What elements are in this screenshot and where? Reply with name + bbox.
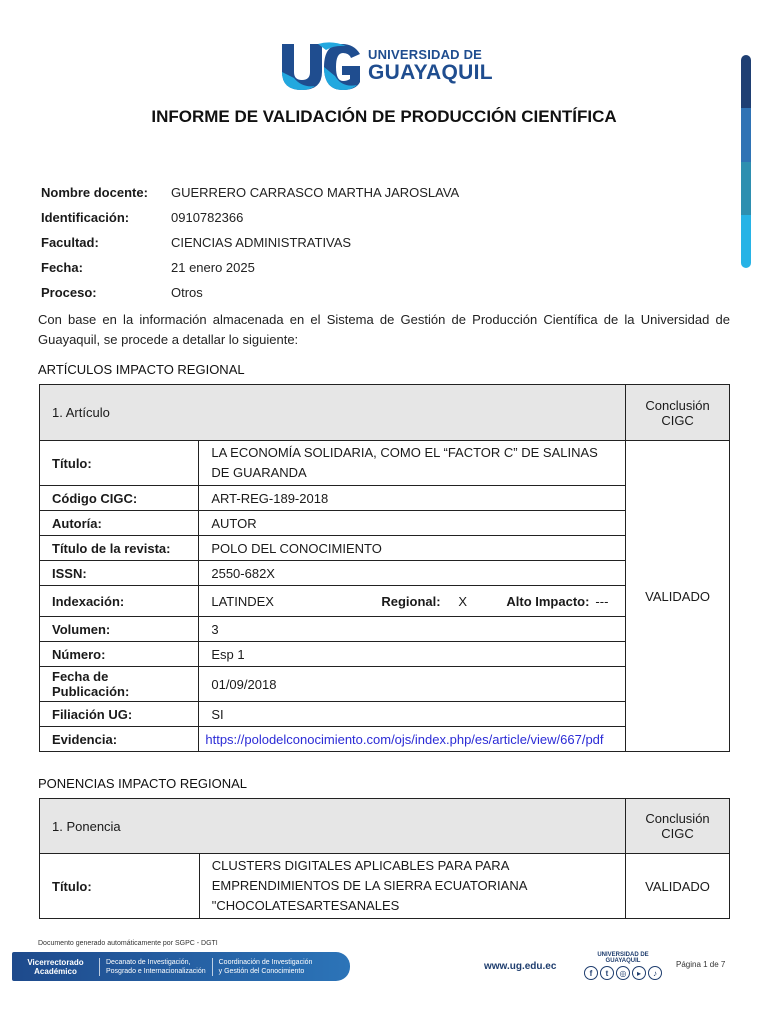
regional-value: X [458,593,468,609]
ponencia-conclusion: VALIDADO [626,854,730,919]
conclusion-header-line-1: Conclusión [645,811,710,826]
footer-banner-decanato [100,958,213,976]
row-label: Título de la revista: [40,536,199,561]
footer-banner-text: Académico [34,966,77,976]
article-header: 1. Artículo [40,385,626,441]
evidence-cell [199,727,626,752]
regional-label: Regional: [381,593,441,609]
row-value: 01/09/2018 [199,667,626,702]
footer-banner-text: Vicerrectorado [27,957,84,967]
conclusion-header-line-2: CIGC [661,826,694,841]
row-label: Código CIGC: [40,486,199,511]
side-color-strip [741,55,751,268]
ponencias-section-title: PONENCIAS IMPACTO REGIONAL [38,776,248,791]
info-value: CIENCIAS ADMINISTRATIVAS [171,235,352,250]
articles-section-title: ARTÍCULOS IMPACTO REGIONAL [38,362,245,377]
row-label: Indexación: [40,586,199,617]
alto-impacto-value: --- [595,593,609,609]
logo-line-2: GUAYAQUIL [368,61,493,84]
indexacion-cell [199,586,626,617]
footer-banner-coordinacion [213,958,319,976]
alto-impacto-label: Alto Impacto: [506,593,590,609]
strip-segment-1 [741,55,751,108]
footer-banner-text: Decanato de Investigación, [106,958,191,966]
article-title-value: LA ECONOMÍA SOLIDARIA, COMO EL “FACTOR C” DE SALINAS DE GUARANDA [199,441,626,486]
articles-table [39,384,730,752]
info-label: Proceso: [41,285,97,300]
articles-header-row [40,385,730,441]
table-row [40,441,730,486]
youtube-icon[interactable]: ▸ [632,966,646,980]
university-logo [280,42,495,92]
row-label: Filiación UG: [40,702,199,727]
logo-line-1: UNIVERSIDAD DE [368,47,483,62]
evidence-link[interactable]: https://polodelconocimiento.com/ojs/index.php/es/article/view/667/pdf [205,731,604,747]
article-conclusion: VALIDADO [626,441,730,752]
row-label: Fecha de Publicación: [40,667,199,702]
info-label: Identificación: [41,210,130,225]
row-value: AUTOR [199,511,626,536]
ug-logo-icon [280,42,364,92]
document-title: INFORME DE VALIDACIÓN DE PRODUCCIÓN CIENTÍFICA [151,107,617,126]
row-label: Volumen: [40,617,199,642]
ponencias-table [39,798,730,919]
info-value: Otros [171,285,203,300]
footer-banner [12,952,350,981]
row-label: Número: [40,642,199,667]
footer-banner-text: Coordinación de Investigación [218,958,313,966]
page-number: Página 1 de 7 [676,960,726,969]
info-value: 21 enero 2025 [171,260,255,275]
row-value: ART-REG-189-2018 [199,486,626,511]
ponencia-header: 1. Ponencia [40,799,626,854]
footer-ug-name: UNIVERSIDAD DE GUAYAQUIL [597,952,649,964]
info-label: Fecha: [41,260,83,275]
row-label: Autoría: [40,511,199,536]
intro-paragraph: Con base en la información almacenada en el Sistema de Gestión de Producción Científica de la Universidad de Guayaquil, se procede a detallar lo siguiente: [38,312,730,347]
footer-ug-block [580,952,666,980]
info-label: Nombre docente: [41,185,148,200]
indexacion-value: LATINDEX [211,593,274,609]
conclusion-header [626,385,730,441]
social-icons [580,966,666,980]
footer-note: Documento generado automáticamente por SGPC - DGTI [38,940,218,947]
footer-banner-text: y Gestión del Conocimiento [218,967,305,975]
row-label: Evidencia: [40,727,199,752]
strip-segment-3 [741,162,751,215]
footer-banner-vicerrectorado [12,958,100,976]
ponencias-header-row [40,799,730,854]
row-value: Esp 1 [199,642,626,667]
info-label: Facultad: [41,235,99,250]
twitter-icon[interactable]: t [600,966,614,980]
footer-website-link[interactable]: www.ug.edu.ec [484,961,557,972]
ponencia-title-value: CLUSTERS DIGITALES APLICABLES PARA PARA EMPRENDIMIENTOS DE LA SIERRA ECUATORIANA "CHOCOLATESARTESANALES [199,854,625,919]
row-value: 3 [199,617,626,642]
table-row [40,854,730,919]
conclusion-header-line-2: CIGC [661,412,694,428]
row-value: 2550-682X [199,561,626,586]
conclusion-header-line-1: Conclusión [645,397,710,413]
facebook-icon[interactable]: f [584,966,598,980]
info-value: 0910782366 [171,210,244,225]
instagram-icon[interactable]: ◎ [616,966,630,980]
row-value: POLO DEL CONOCIMIENTO [199,536,626,561]
footer-banner-text: Posgrado e Internacionalización [106,967,206,975]
row-label: ISSN: [40,561,199,586]
info-value: GUERRERO CARRASCO MARTHA JAROSLAVA [171,185,460,200]
conclusion-header [626,799,730,854]
row-label: Título: [40,441,199,486]
strip-segment-4 [741,215,751,268]
row-value: SI [199,702,626,727]
row-label: Título: [40,854,200,919]
tiktok-icon[interactable]: ♪ [648,966,662,980]
